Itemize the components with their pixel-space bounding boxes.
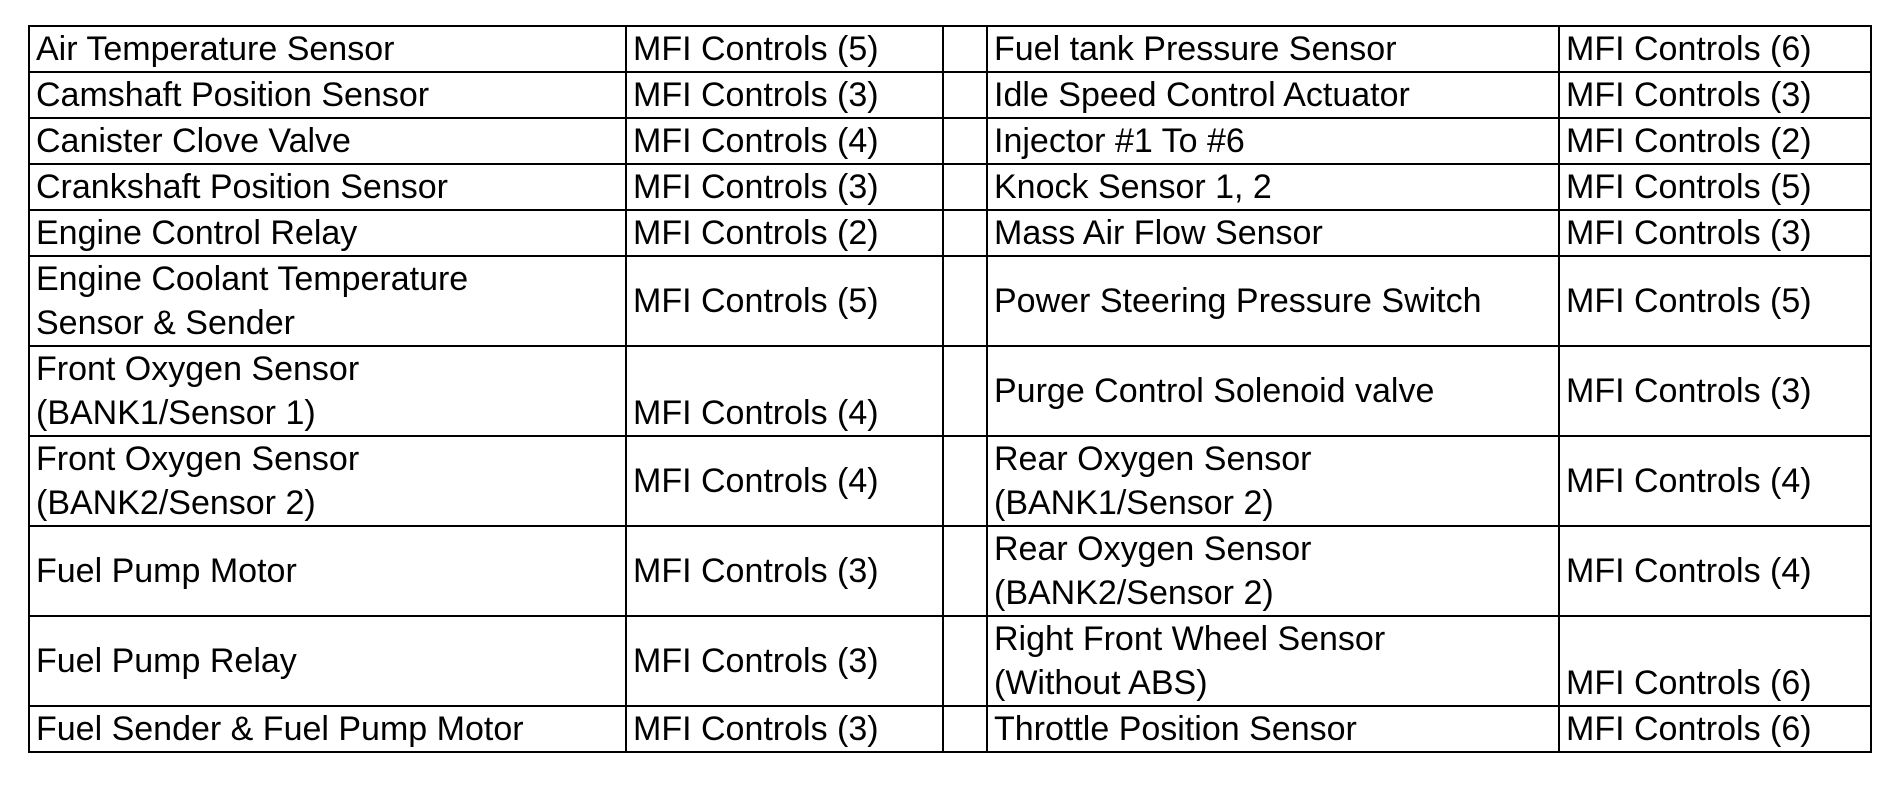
component-name-cell: [29, 706, 626, 752]
section-reference: MFI Controls (4): [1566, 462, 1812, 500]
component-name: Right Front Wheel Sensor (Without ABS): [994, 620, 1386, 702]
section-ref-cell: [1559, 72, 1871, 118]
component-name-cell: [29, 72, 626, 118]
table-row: [29, 210, 1871, 256]
component-name-cell: [29, 256, 626, 346]
section-reference: MFI Controls (3): [633, 710, 879, 748]
component-name: Injector #1 To #6: [994, 122, 1245, 160]
section-reference: MFI Controls (5): [1566, 282, 1812, 320]
column-gap: [943, 164, 987, 210]
component-name: Idle Speed Control Actuator: [994, 76, 1410, 114]
section-ref-cell: [1559, 118, 1871, 164]
section-reference: MFI Controls (4): [633, 462, 879, 500]
section-reference: MFI Controls (3): [633, 642, 879, 680]
component-name: Canister Clove Valve: [36, 122, 351, 160]
section-reference: MFI Controls (5): [633, 30, 879, 68]
component-name-cell: [29, 164, 626, 210]
column-gap: [943, 346, 987, 436]
section-ref-cell: [626, 164, 943, 210]
section-ref-cell: [1559, 164, 1871, 210]
component-name: Mass Air Flow Sensor: [994, 214, 1323, 252]
table-row: [29, 256, 1871, 346]
section-reference: MFI Controls (6): [1566, 664, 1812, 702]
section-ref-cell: [1559, 210, 1871, 256]
component-name: Fuel Pump Motor: [36, 552, 297, 590]
section-ref-cell: [626, 616, 943, 706]
component-name: Front Oxygen Sensor (BANK1/Sensor 1): [36, 350, 360, 432]
component-name: Front Oxygen Sensor (BANK2/Sensor 2): [36, 440, 360, 522]
component-name-cell: [29, 436, 626, 526]
section-ref-cell: [626, 256, 943, 346]
component-name-cell: [987, 118, 1559, 164]
component-name-cell: [987, 616, 1559, 706]
section-reference: MFI Controls (3): [1566, 76, 1812, 114]
component-name: Fuel tank Pressure Sensor: [994, 30, 1397, 68]
component-name-cell: [29, 526, 626, 616]
column-gap: [943, 210, 987, 256]
section-reference: MFI Controls (2): [1566, 122, 1812, 160]
section-ref-cell: [1559, 526, 1871, 616]
section-ref-cell: [626, 706, 943, 752]
table-row: [29, 26, 1871, 72]
section-reference: MFI Controls (6): [1566, 710, 1812, 748]
component-name-cell: [987, 210, 1559, 256]
component-name-cell: [987, 256, 1559, 346]
table-row: [29, 616, 1871, 706]
component-name-cell: [29, 26, 626, 72]
table-row: [29, 526, 1871, 616]
table-row: [29, 164, 1871, 210]
component-name: Air Temperature Sensor: [36, 30, 395, 68]
section-ref-cell: [626, 436, 943, 526]
component-name-cell: [987, 436, 1559, 526]
component-name-cell: [987, 72, 1559, 118]
component-name: Fuel Pump Relay: [36, 642, 297, 680]
section-reference: MFI Controls (2): [633, 214, 879, 252]
section-ref-cell: [626, 210, 943, 256]
component-name-cell: [987, 706, 1559, 752]
section-reference: MFI Controls (3): [1566, 214, 1812, 252]
table-row: [29, 72, 1871, 118]
component-name: Throttle Position Sensor: [994, 710, 1357, 748]
column-gap: [943, 26, 987, 72]
component-name: Rear Oxygen Sensor (BANK1/Sensor 2): [994, 440, 1312, 522]
section-reference: MFI Controls (4): [1566, 552, 1812, 590]
column-gap: [943, 526, 987, 616]
section-ref-cell: [626, 26, 943, 72]
section-reference: MFI Controls (3): [633, 76, 879, 114]
component-name: Engine Control Relay: [36, 214, 358, 252]
section-ref-cell: [1559, 26, 1871, 72]
component-name-cell: [29, 210, 626, 256]
table-row: [29, 706, 1871, 752]
section-reference: MFI Controls (5): [1566, 168, 1812, 206]
section-reference: MFI Controls (4): [633, 394, 879, 432]
section-ref-cell: [1559, 616, 1871, 706]
component-name: Fuel Sender & Fuel Pump Motor: [36, 710, 524, 748]
component-name-cell: [987, 346, 1559, 436]
component-name: Knock Sensor 1, 2: [994, 168, 1272, 206]
component-name: Rear Oxygen Sensor (BANK2/Sensor 2): [994, 530, 1312, 612]
section-ref-cell: [626, 526, 943, 616]
section-reference: MFI Controls (3): [633, 168, 879, 206]
column-gap: [943, 706, 987, 752]
component-name-cell: [987, 526, 1559, 616]
section-ref-cell: [1559, 346, 1871, 436]
table-row: [29, 436, 1871, 526]
section-ref-cell: [1559, 256, 1871, 346]
component-name: Engine Coolant Temperature Sensor & Sender: [36, 260, 469, 342]
component-name: Crankshaft Position Sensor: [36, 168, 448, 206]
column-gap: [943, 118, 987, 164]
column-gap: [943, 616, 987, 706]
section-reference: MFI Controls (5): [633, 282, 879, 320]
table-row: [29, 118, 1871, 164]
column-gap: [943, 256, 987, 346]
section-ref-cell: [626, 118, 943, 164]
section-reference: MFI Controls (3): [1566, 372, 1812, 410]
section-ref-cell: [1559, 436, 1871, 526]
table-row: [29, 346, 1871, 436]
component-name: Camshaft Position Sensor: [36, 76, 430, 114]
component-index-body: [29, 26, 1871, 752]
component-name: Purge Control Solenoid valve: [994, 372, 1435, 410]
component-index-table: [28, 25, 1872, 753]
column-gap: [943, 72, 987, 118]
column-gap: [943, 436, 987, 526]
section-ref-cell: [1559, 706, 1871, 752]
component-name: Power Steering Pressure Switch: [994, 282, 1482, 320]
section-ref-cell: [626, 72, 943, 118]
section-reference: MFI Controls (4): [633, 122, 879, 160]
section-reference: MFI Controls (3): [633, 552, 879, 590]
section-ref-cell: [626, 346, 943, 436]
section-reference: MFI Controls (6): [1566, 30, 1812, 68]
component-name-cell: [29, 616, 626, 706]
component-name-cell: [29, 346, 626, 436]
component-name-cell: [29, 118, 626, 164]
component-name-cell: [987, 164, 1559, 210]
component-name-cell: [987, 26, 1559, 72]
